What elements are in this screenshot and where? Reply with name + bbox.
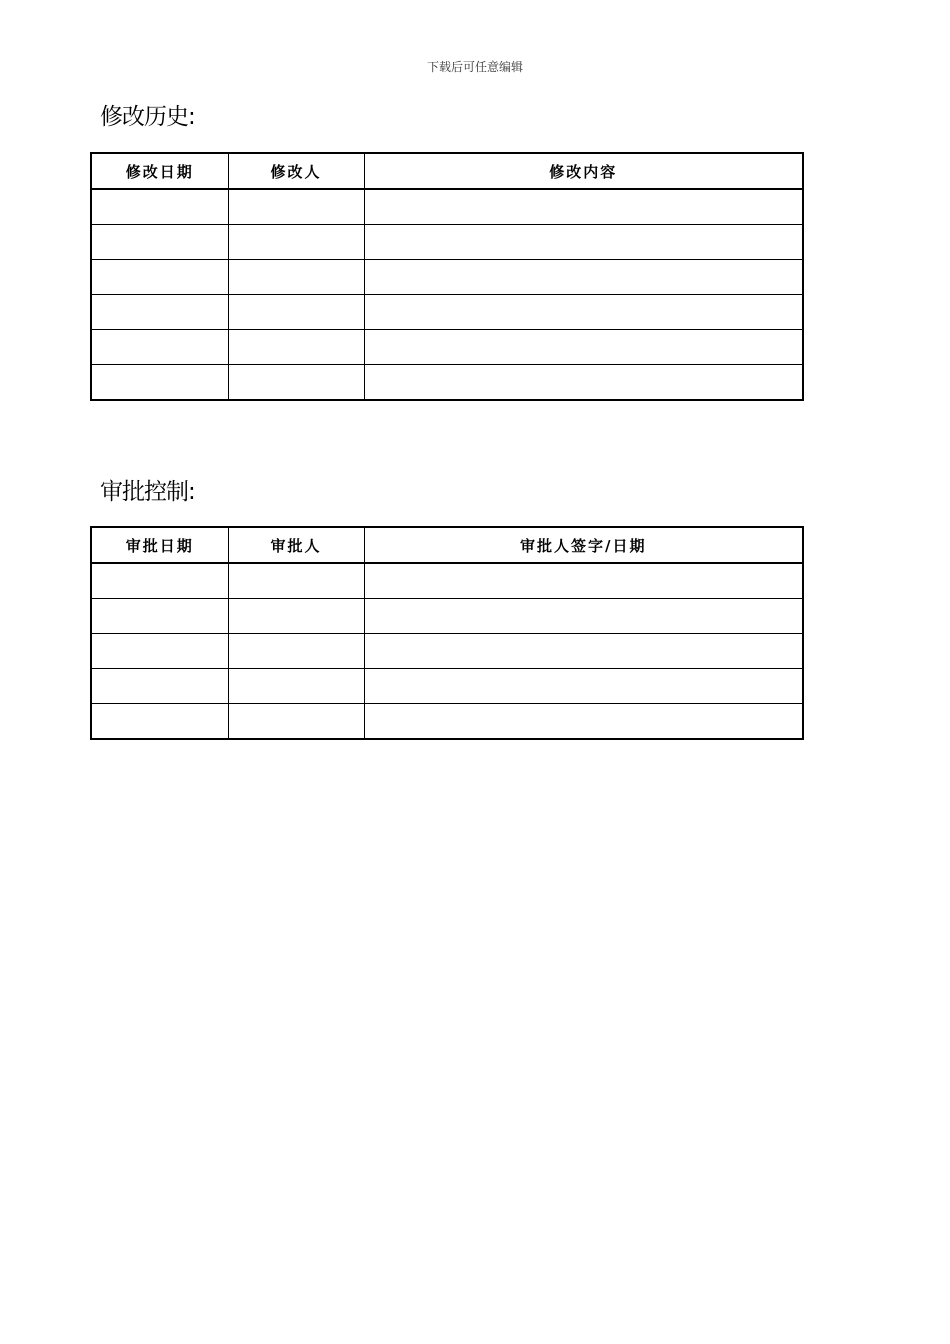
table-cell[interactable] <box>364 295 803 330</box>
table-cell[interactable] <box>91 260 228 295</box>
table-cell[interactable] <box>228 295 364 330</box>
table-cell[interactable] <box>91 563 228 599</box>
table-row <box>91 634 803 669</box>
table-cell[interactable] <box>228 563 364 599</box>
revision-history-title: 修改历史: <box>100 104 195 130</box>
table-cell[interactable] <box>364 189 803 225</box>
column-header-revision-content: 修改内容 <box>364 153 803 189</box>
table-row <box>91 330 803 365</box>
table-cell[interactable] <box>364 563 803 599</box>
table-row <box>91 295 803 330</box>
column-header-revision-date: 修改日期 <box>91 153 228 189</box>
table-cell[interactable] <box>91 599 228 634</box>
table-header-row <box>91 153 803 189</box>
table-row <box>91 189 803 225</box>
table-row <box>91 365 803 401</box>
table-cell[interactable] <box>364 260 803 295</box>
table-row <box>91 599 803 634</box>
table-cell[interactable] <box>228 189 364 225</box>
table-cell[interactable] <box>364 669 803 704</box>
column-header-reviser: 修改人 <box>228 153 364 189</box>
column-header-approver-signature-date: 审批人签字/日期 <box>364 527 803 563</box>
table-cell[interactable] <box>228 669 364 704</box>
table-cell[interactable] <box>91 634 228 669</box>
table-cell[interactable] <box>228 365 364 401</box>
table-cell[interactable] <box>364 704 803 740</box>
approval-control-table <box>90 526 804 740</box>
table-header-row <box>91 527 803 563</box>
table-cell[interactable] <box>91 365 228 401</box>
table-row <box>91 260 803 295</box>
table-cell[interactable] <box>91 669 228 704</box>
column-header-approver: 审批人 <box>228 527 364 563</box>
table-cell[interactable] <box>228 260 364 295</box>
page-header: 下载后可任意编辑 <box>426 60 523 74</box>
table-row <box>91 225 803 260</box>
table-cell[interactable] <box>364 330 803 365</box>
table-cell[interactable] <box>228 704 364 740</box>
table-cell[interactable] <box>228 330 364 365</box>
table-cell[interactable] <box>228 225 364 260</box>
revision-history-table <box>90 152 804 401</box>
table-cell[interactable] <box>91 330 228 365</box>
table-cell[interactable] <box>91 704 228 740</box>
table-cell[interactable] <box>228 634 364 669</box>
table-cell[interactable] <box>91 295 228 330</box>
table-cell[interactable] <box>364 365 803 401</box>
table-cell[interactable] <box>364 225 803 260</box>
table-row <box>91 563 803 599</box>
column-header-approval-date: 审批日期 <box>91 527 228 563</box>
table-row <box>91 669 803 704</box>
table-cell[interactable] <box>364 634 803 669</box>
table-cell[interactable] <box>91 189 228 225</box>
table-cell[interactable] <box>91 225 228 260</box>
approval-control-title: 审批控制: <box>100 479 195 505</box>
table-cell[interactable] <box>228 599 364 634</box>
table-cell[interactable] <box>364 599 803 634</box>
table-row <box>91 704 803 740</box>
